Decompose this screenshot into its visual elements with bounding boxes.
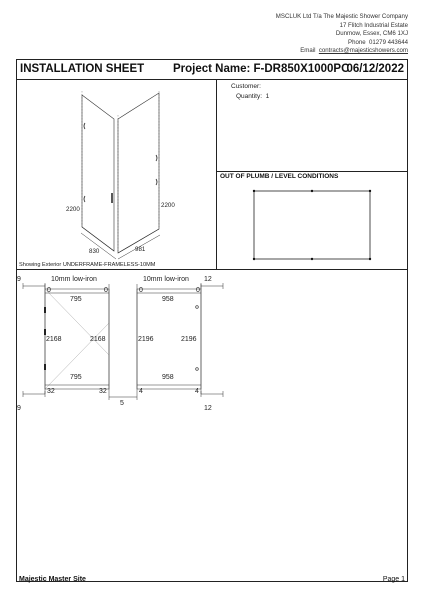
project-name: Project Name: F-DR850X1000PC — [173, 63, 350, 75]
quantity-label: Quantity: — [236, 93, 263, 100]
customer-label: Customer: — [231, 83, 261, 90]
panel1-height-right: 2168 — [90, 336, 106, 343]
email-link[interactable]: contracts@majesticshowers.com — [318, 47, 408, 55]
panel2-top-left: 0 — [139, 287, 143, 294]
panel1-top-right: 0 — [104, 287, 108, 294]
panel1-glass: 10mm low-iron — [51, 276, 97, 283]
panel1-top-left: 0 — [47, 287, 51, 294]
phone-label: Phone — [348, 38, 366, 46]
panel1-bottom-right: 32 — [99, 388, 107, 395]
panel2-offset-top: 12 — [204, 276, 212, 283]
panel1-bottom-left: 32 — [47, 388, 55, 395]
panel1-offset-bottom: 9 — [17, 405, 21, 412]
company-name: MSCLUK Ltd T/a The Majestic Shower Company — [275, 13, 408, 20]
panel2-bottom-right: 4 — [195, 388, 199, 395]
installation-sheet — [16, 59, 408, 582]
plumb-title: OUT OF PLUMB / LEVEL CONDITIONS — [220, 173, 339, 180]
plumb-rectangle — [254, 191, 370, 259]
sheet-date: 06/12/2022 — [346, 63, 404, 75]
company-phone — [276, 39, 408, 48]
sheet-title: INSTALLATION SHEET — [20, 63, 145, 75]
footer-page: Page 1 — [382, 576, 405, 583]
footer-site: Majestic Master Site — [19, 576, 86, 583]
email-label: Email — [300, 47, 316, 55]
enclosure-isometric — [17, 79, 217, 279]
company-email — [276, 47, 408, 56]
panel2-height-right: 2196 — [181, 336, 197, 343]
iso-height-right: 2200 — [161, 202, 175, 209]
quantity-value: 1 — [265, 93, 270, 100]
panel2-top-width: 958 — [162, 296, 174, 303]
iso-width-left: 830 — [89, 248, 100, 255]
panel2-bottom-left: 4 — [139, 388, 143, 395]
plumb-corner-points — [253, 190, 371, 260]
iso-caption: Showing Exterior UNDERFRAME-FRAMELESS-10MM — [19, 262, 156, 268]
panel2-gap: 5 — [120, 400, 124, 407]
panel1-top-width: 795 — [70, 296, 82, 303]
panel1-offset-top: 9 — [17, 276, 21, 283]
panel2-top-right: 0 — [196, 287, 200, 294]
panel2-height-left: 2196 — [138, 336, 154, 343]
panel1-height-left: 2168 — [46, 336, 62, 343]
iso-height-left: 2200 — [66, 206, 80, 213]
panel1-bottom-width: 795 — [70, 374, 82, 381]
panel2-offset-bottom: 12 — [204, 405, 212, 412]
company-address-line1: 17 Flitch Industrial Estate — [339, 21, 408, 29]
company-info — [276, 13, 408, 56]
company-address-line2: Dunmow, Essex, CM6 1XJ — [335, 30, 408, 38]
panel2-bottom-width: 958 — [162, 374, 174, 381]
phone-value: 01279 443644 — [369, 38, 408, 46]
iso-width-right: 981 — [135, 246, 146, 253]
panel2-glass: 10mm low-iron — [143, 276, 189, 283]
